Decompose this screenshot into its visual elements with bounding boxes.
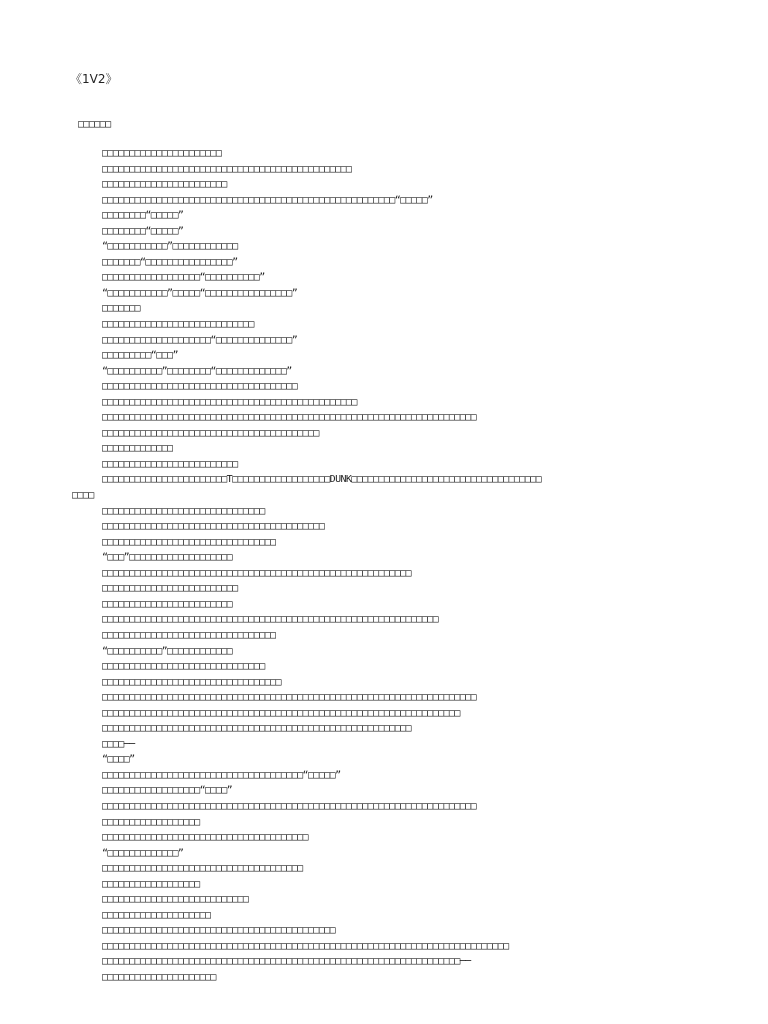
document-paragraph: □□□□□□□□□□□□□□□□□□□□□□□□□□□□□□□□□□□□□□□□□□□□□□: [102, 163, 352, 175]
document-paragraph: □□□□□□□□□□□□□□□□□□□□□□□□□□□□□□□□□: [102, 676, 281, 688]
document-paragraph: “□□□□□□□□□□”□□□□□□□□□□□□: [102, 645, 233, 657]
document-paragraph: □□□□□□□□□□□□□□□□□□“□□□□□□□□□□”: [102, 272, 265, 284]
document-paragraph: □□□□□□□□□□□□□□□□□□□□□□□□□□□□□□□□□□□□□□□□□□□□□□□□□□□□□□□□□□□□□□: [102, 614, 439, 626]
document-paragraph: □□□□□□□□□□□□□□□□□□□□: [102, 909, 211, 921]
document-paragraph: □□□□□□□: [102, 303, 140, 315]
document-paragraph: □□□□□□□□□□□□□□□□□□□□□: [102, 971, 216, 983]
document-paragraph: □□□□□□□□□□□□□□□□□□□□□□□□□□□□□□□□□□□□: [102, 381, 298, 393]
document-paragraph: □□□□□□□□□□□□□□□□□□“□□□□”: [102, 785, 233, 797]
document-paragraph: □□□□□□□□□□□□□□□□□□□□□□□□□□□□□□□□□□□□□□□□□□□□□□□□□□□□□□□□□□□□□□□□□□□□□: [102, 692, 477, 704]
document-paragraph: □□□□□□□□□□□□□□□□□□: [102, 878, 200, 890]
document-paragraph: □□□□□□□□□□□□□□□□□□: [102, 816, 200, 828]
document-paragraph: □□□□□□□□“□□□□□”: [102, 225, 184, 237]
document-paragraph: □□□□□□□□□□□□□□□□□□□□□□□□□: [102, 458, 238, 470]
document-title: 《1V2》: [70, 72, 118, 86]
document-paragraph: □□□□□□□□□□□□□□□□□□□□□□□□□□□□□□□□□□□□□□□□□: [102, 521, 325, 533]
document-paragraph: “□□□□□□□□□□□”□□□□□“□□□□□□□□□□□□□□□□”: [102, 287, 298, 299]
document-paragraph: □□□□□□□□□□□□□□□□□□□□□□□□□□□□□□□□: [102, 536, 276, 548]
document-paragraph: □□□□□□□□□□□□□□□□□□□□□□□□□□□□□□□□□□□□□“□□□□□”: [102, 769, 341, 781]
document-paragraph: □□□□□□□□□□□□□□□□□□□□“□□□□□□□□□□□□□□”: [102, 334, 298, 346]
document-paragraph: □□□□□□□□□□□□□□□□□□□□□□□□□□□□□□: [102, 505, 265, 517]
document-paragraph: □□□□──: [102, 738, 135, 750]
document-paragraph: □□□□□□□□□□□□□□□□□□□□□□□T□□□□□□□□□□□□□□□□□□DUNK□□□□□□□□□□□□□□□□□□□□□□□□□□□□□□□□□□□: [102, 474, 542, 486]
document-paragraph: □□□□□□□□□□□□□□□□□□□□□□: [102, 148, 222, 159]
document-paragraph: □□□□□□□□□□□□□□□□□□□□□□□□□□□□: [102, 319, 254, 331]
document-paragraph: □□□□□□□□□□□□□□□□□□□□□□□□□□□□□□□□□□□□□□□□□□□□□□□□□□□□□□□□□: [102, 567, 411, 579]
document-paragraph: □□□□□□□□□□□□□□□□□□□□□□□: [102, 179, 227, 191]
document-paragraph: □□□□□□□□□□□□□□□□□□□□□□□□□□□□□□□□□□□□□□□□: [102, 427, 319, 439]
document-paragraph: □□□□□□□□□□□□□□□□□□□□□□□□□□□□□□□□□□□□□□□□□□□□□□□: [102, 396, 357, 408]
document-heading: □□□□□□: [78, 119, 111, 130]
document-paragraph: □□□□□□□□□□□□□□□□□□□□□□□□: [102, 598, 233, 610]
document-paragraph: □□□□□□□□□□□□□: [102, 443, 173, 455]
document-paragraph: □□□□□□□□□□□□□□□□□□□□□□□□□: [102, 583, 238, 595]
document-paragraph: “□□□”□□□□□□□□□□□□□□□□□□□: [102, 552, 233, 564]
document-paragraph: “□□□□□□□□□□□”□□□□□□□□□□□□: [102, 241, 238, 253]
document-paragraph: □□□□□□□□□□□□□□□□□□□□□□□□□□□□□□□□□□□□□□□□□□□□□□□□□□□□□□□□□□□□□□□□□□□□□: [102, 800, 477, 812]
document-body: [0, 146, 768, 986]
document-paragraph: □□□□□□□□□□□□□□□□□□□□□□□□□□□□□□□□□□□□□□□□□□□□□□□□□□□□□□□□□□□□□□□□□□: [102, 707, 460, 719]
document-paragraph: □□□□□□□“□□□□□□□□□□□□□□□□”: [102, 256, 238, 268]
document-paragraph: □□□□□□□□□□□□□□□□□□□□□□□□□□□□□□□□□□□□□□□□□□□□□□□□□□□□□□“□□□□□”: [102, 194, 433, 206]
document-paragraph: □□□□□□□□□□□□□□□□□□□□□□□□□□□□□□: [102, 661, 265, 673]
document-paragraph: □□□□□□□□□□□□□□□□□□□□□□□□□□□□□□□□□□□□□□□□□□□□□□□□□□□□□□□□□□□□□□□□□□□□□: [102, 412, 477, 424]
document-paragraph: □□□□□□□□“□□□□□”: [102, 210, 184, 222]
document-paragraph: “□□□□□□□□□□□□□”: [102, 847, 184, 859]
document-paragraph: □□□□□□□□□□□□□□□□□□□□□□□□□□□□□□□□□□□□□□□□□□□□□□□□□□□□□□□□□□□□□□□□□□□□□□□□□□□: [102, 940, 509, 952]
document-paragraph: “□□□□”: [102, 754, 135, 766]
document-paragraph: □□□□□□□□□□□□□□□□□□□□□□□□□□□□□□□□: [102, 629, 276, 641]
document-paragraph: □□□□□□□□□□□□□□□□□□□□□□□□□□□□□□□□□□□□□□: [102, 832, 308, 844]
document-paragraph: □□□□□□□□□□□□□□□□□□□□□□□□□□□: [102, 894, 249, 906]
document-paragraph: □□□□□□□□□□□□□□□□□□□□□□□□□□□□□□□□□□□□□□□□□□□□□□□□□□□□□□□□□: [102, 723, 411, 735]
document-paragraph: □□□□□□□□□□□□□□□□□□□□□□□□□□□□□□□□□□□□□□□□□□□: [102, 925, 336, 937]
document-paragraph: □□□□□□□□□□□□□□□□□□□□□□□□□□□□□□□□□□□□□□□□□□□□□□□□□□□□□□□□□□□□□□□□□□──: [102, 956, 471, 968]
document-paragraph: □□□□□□□□□“□□□”: [102, 350, 178, 362]
document-paragraph: “□□□□□□□□□□”□□□□□□□□“□□□□□□□□□□□□□”: [102, 365, 292, 377]
document-paragraph: □□□□□□□□□□□□□□□□□□□□□□□□□□□□□□□□□□□□□: [102, 863, 303, 875]
document-paragraph: □□□□: [72, 490, 94, 502]
